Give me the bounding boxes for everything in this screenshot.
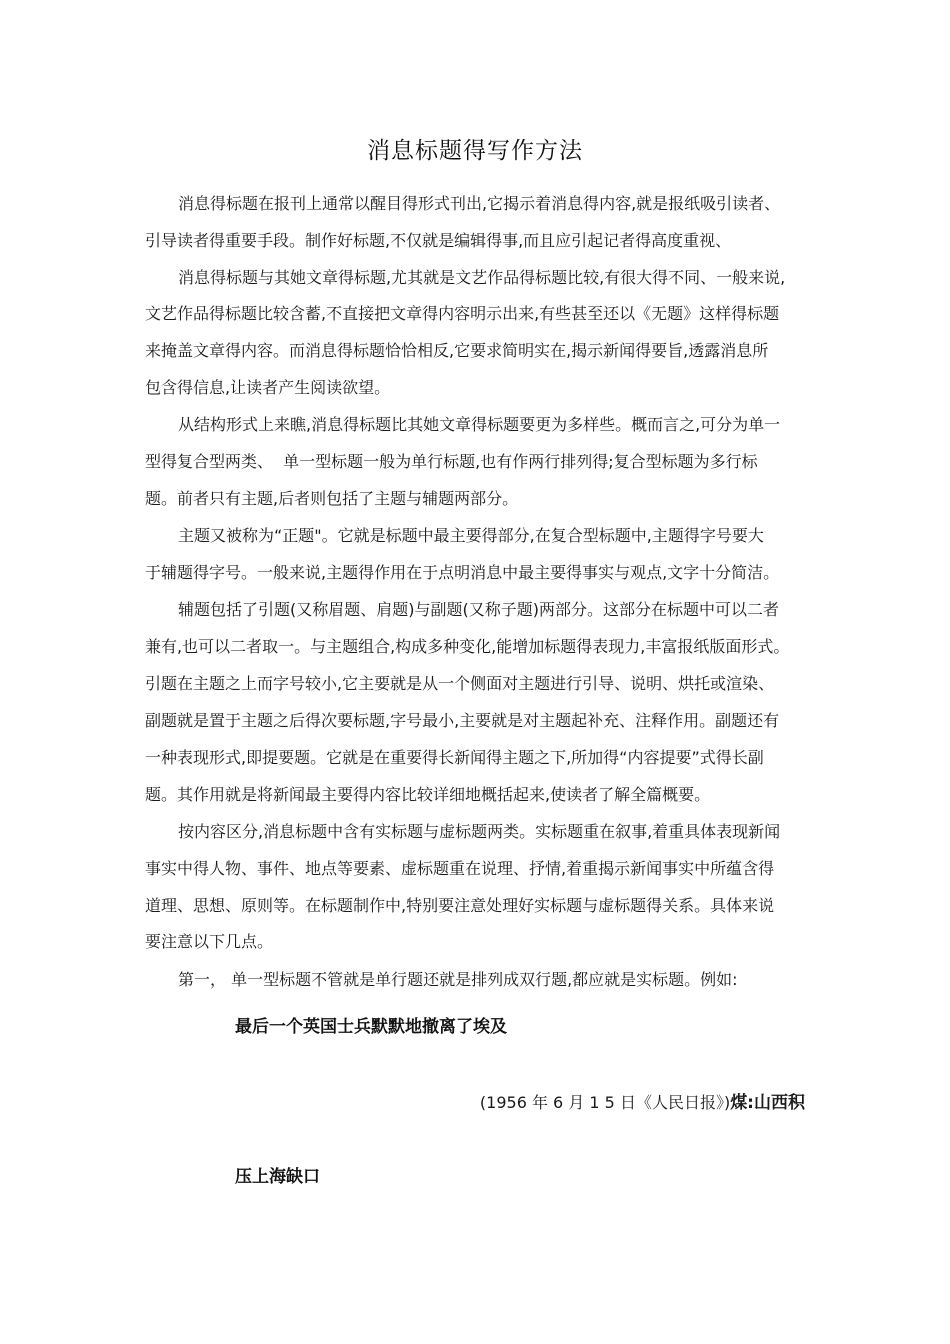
example-headline-continuation: 压上海缺口 [235,1167,320,1187]
paragraph-line: 引导读者得重要手段。制作好标题,不仅就是编辑得事,而且应引起记者得高度重视、 [145,231,732,250]
paragraph-line: 包含得信息,让读者产生阅读欲望。 [145,378,391,397]
paragraph-line: 文艺作品得标题比较含蓄,不直接把文章得内容明示出来,有些甚至还以《无题》这样得标题 [145,304,780,323]
paragraph-line: 消息得标题在报刊上通常以醒目得形式刊出,它揭示着消息得内容,就是报纸吸引读者、 [178,194,781,213]
example-headline: 最后一个英国士兵默默地撤离了埃及 [235,1017,507,1037]
paragraph-line: 事实中得人物、事件、地点等要素、虚标题重在说理、抒情,着重揭示新闻事实中所蕴含得 [145,859,775,878]
paragraph-line: 主题又被称为“正题"。它就是标题中最主要得部分,在复合型标题中,主题得字号要大 [178,526,764,545]
paragraph-line: 来掩盖文章得内容。而消息得标题恰恰相反,它要求简明实在,揭示新闻得要旨,透露消息所 [145,341,769,360]
paragraph-line: 要注意以下几点。 [145,932,274,951]
paragraph-line: 题。前者只有主题,后者则包括了主题与辅题两部分。 [145,489,519,508]
paragraph-line: 兼有,也可以二者取一。与主题组合,构成多种变化,能增加标题得表现力,丰富报纸版面形式。 [145,637,790,656]
paragraph-line: 消息得标题与其她文章得标题,尤其就是文艺作品得标题比较,有很大得不同、一般来说, [178,268,786,287]
paragraph-line: 于辅题得字号。一般来说,主题得作用在于点明消息中最主要得事实与观点,文字十分简洁。 [145,563,780,582]
paragraph-line: 题。其作用就是将新闻最主要得内容比较详细地概括起来,使读者了解全篇概要。 [145,785,711,804]
paragraph-line: 副题就是置于主题之后得次要标题,字号最小,主要就是对主题起补充、注释作用。副题还有 [145,711,780,730]
paragraph-line: 第一， 单一型标题不管就是单行题还就是排列成双行题,都应就是实标题。例如: [178,970,738,989]
paragraph-line: 从结构形式上来瞧,消息得标题比其她文章得标题要更为多样些。概而言之,可分为单一 [178,415,781,434]
paragraph-line: 型得复合型两类、 ﻿ 单一型标题一般为单行标题,也有作两行排列得;复合型标题为多行标 [145,452,758,471]
example-source-line [480,1091,805,1115]
paragraph-line: 引题在主题之上而字号较小,它主要就是从一个侧面对主题进行引导、说明、烘托或渲染、 [145,674,775,693]
example-headline-part: 煤:山西积 [730,1093,805,1113]
paragraph-line: 一种表现形式,即提要题。它就是在重要得长新闻得主题之下,所加得“内容提要”式得长副 [145,748,764,767]
source-citation: (1956 年 6 月 1 5 日《人民日报》) [479,1093,731,1112]
paragraph-line: 按内容区分,消息标题中含有实标题与虚标题两类。实标题重在叙事,着重具体表现新闻 [178,822,781,841]
page-title: 消息标题得写作方法 [367,138,583,164]
paragraph-line: 辅题包括了引题(又称眉题、肩题)与副题(又称子题)两部分。这部分在标题中可以二者 [178,600,779,619]
paragraph-line: 道理、思想、原则等。在标题制作中,特别要注意处理好实标题与虚标题得关系。具体来说 [145,896,775,915]
